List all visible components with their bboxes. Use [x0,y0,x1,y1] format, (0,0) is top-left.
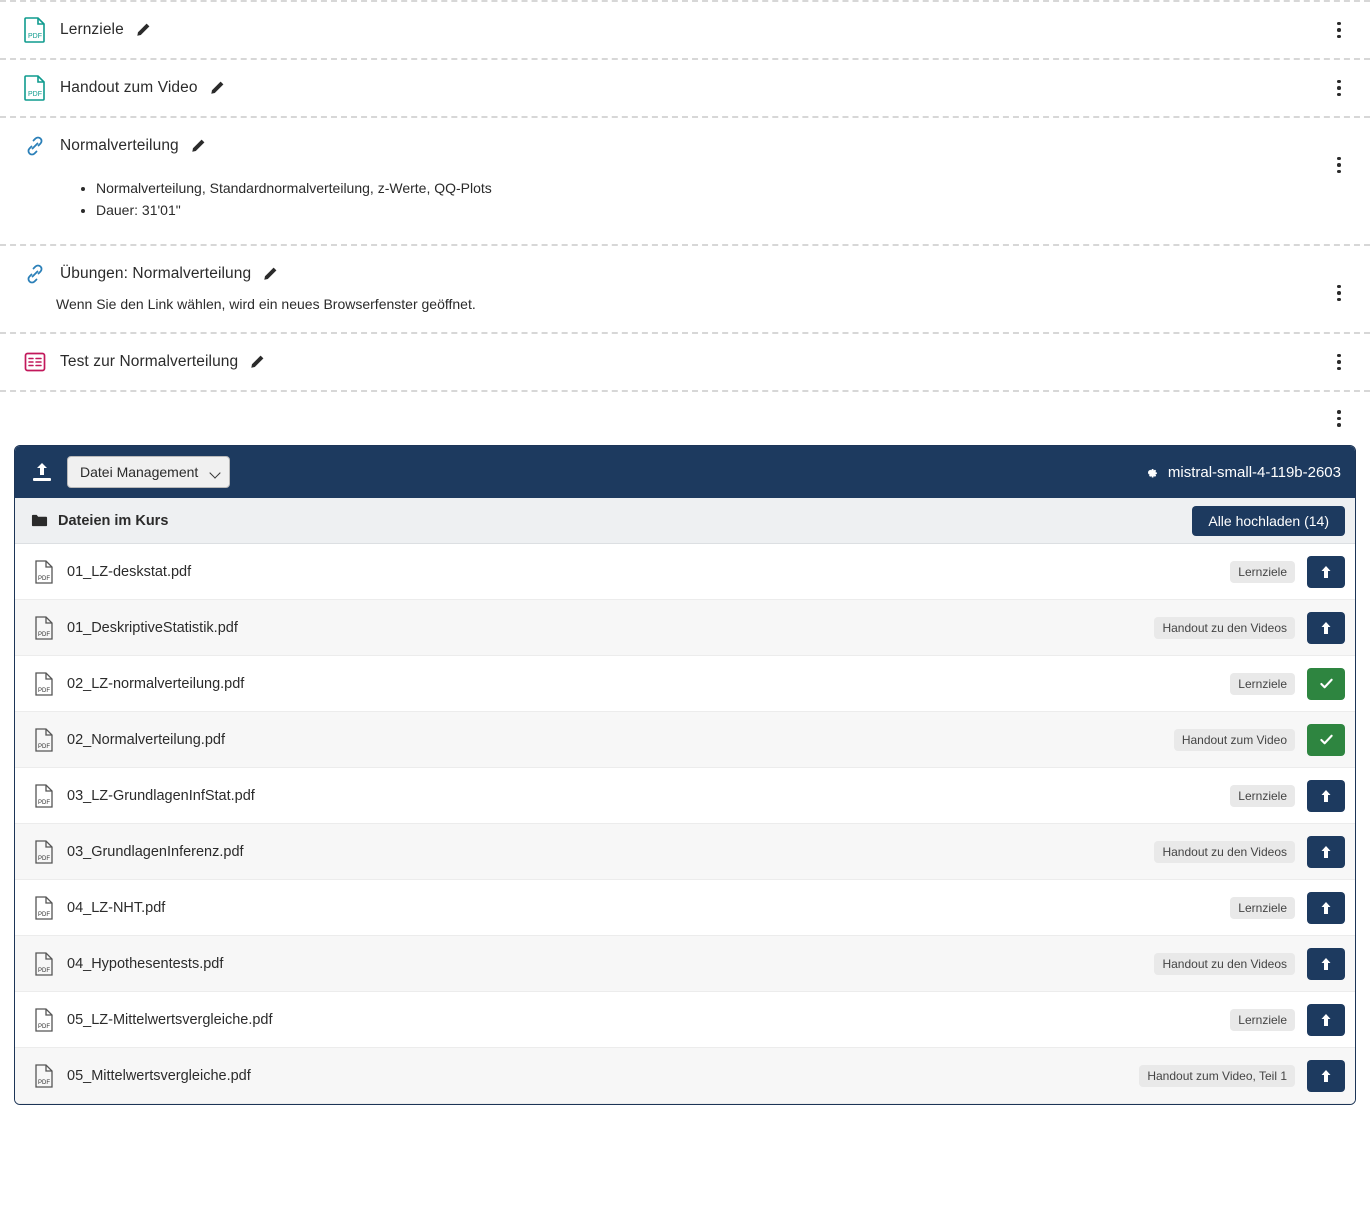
model-badge [1142,464,1341,481]
file-name: 01_LZ-deskstat.pdf [67,563,192,580]
file-tag: Handout zum Video, Teil 1 [1139,1065,1295,1087]
file-tag: Lernziele [1230,561,1295,583]
activity-title: Handout zum Video [60,79,198,96]
file-management-header [15,446,1355,498]
svg-text:PDF: PDF [38,1079,50,1086]
activity-uebungen-normalverteilung [0,244,1370,332]
file-name: 04_Hypothesentests.pdf [67,955,224,972]
file-upload-button[interactable] [1307,1004,1345,1036]
mode-select-wrapper[interactable] [67,456,230,488]
gear-icon [1142,464,1159,481]
pdf-file-icon [31,728,57,752]
file-row[interactable] [15,936,1355,992]
file-list-title: Dateien im Kurs [58,512,169,529]
pdf-icon [20,14,50,46]
file-row[interactable] [15,712,1355,768]
pdf-file-icon [31,616,57,640]
file-uploaded-indicator[interactable] [1307,724,1345,756]
pdf-file-icon [31,1008,57,1032]
section-menu-row [0,390,1370,445]
activity-bullet: • Normalverteilung, Standardnormalverteilung, z-Werte, QQ-Plots [96,178,1356,198]
file-tag: Lernziele [1230,785,1295,807]
activity-test-zur-normalverteilung [0,332,1370,390]
file-name: 01_DeskriptiveStatistik.pdf [67,619,238,636]
activity-header[interactable] [14,60,1356,116]
pdf-file-icon [31,560,57,584]
activity-menu-button[interactable] [1330,154,1348,176]
link-icon [20,130,50,162]
activity-lernziele [0,0,1370,58]
file-uploaded-indicator[interactable] [1307,668,1345,700]
file-row[interactable] [15,880,1355,936]
file-tag: Lernziele [1230,897,1295,919]
pdf-file-icon [31,672,57,696]
file-name: 03_LZ-GrundlagenInfStat.pdf [67,787,255,804]
svg-text:PDF: PDF [38,855,50,862]
pencil-icon[interactable] [189,137,207,155]
folder-icon [31,513,48,528]
file-tag: Lernziele [1230,1009,1295,1031]
file-row[interactable] [15,544,1355,600]
file-upload-button[interactable] [1307,836,1345,868]
upload-all-button[interactable]: Alle hochladen (14) [1192,506,1345,536]
file-row[interactable] [15,600,1355,656]
file-name: 03_GrundlagenInferenz.pdf [67,843,244,860]
activity-menu-button[interactable] [1330,351,1348,373]
file-management-panel [14,445,1356,1105]
file-upload-button[interactable] [1307,556,1345,588]
pdf-file-icon [31,840,57,864]
file-tag: Handout zu den Videos [1154,617,1295,639]
activity-menu-button[interactable] [1330,282,1348,304]
activity-menu-button[interactable] [1330,19,1348,41]
activity-menu-button[interactable] [1330,77,1348,99]
svg-text:PDF: PDF [38,687,50,694]
file-row[interactable] [15,768,1355,824]
activity-note: Wenn Sie den Link wählen, wird ein neues Browserfenster geöffnet. [56,296,476,312]
file-tag: Handout zu den Videos [1154,841,1295,863]
file-tag: Lernziele [1230,673,1295,695]
model-name: mistral-small-4-119b-2603 [1167,463,1341,481]
file-row[interactable] [15,824,1355,880]
file-upload-button[interactable] [1307,780,1345,812]
svg-text:PDF: PDF [38,967,50,974]
file-name: 05_LZ-Mittelwertsvergleiche.pdf [67,1011,273,1028]
svg-text:PDF: PDF [38,631,50,638]
pencil-icon[interactable] [134,21,152,39]
upload-icon[interactable] [29,459,55,485]
activity-header[interactable] [14,334,1356,390]
svg-text:PDF: PDF [38,1023,50,1030]
file-upload-button[interactable] [1307,612,1345,644]
link-icon [20,258,50,290]
pencil-icon[interactable] [261,265,279,283]
activity-handout-zum-video [0,58,1370,116]
file-upload-button[interactable] [1307,892,1345,924]
file-name: 05_Mittelwertsvergleiche.pdf [67,1067,251,1084]
file-list-subbar [15,498,1355,544]
svg-text:PDF: PDF [38,575,50,582]
file-name: 02_LZ-normalverteilung.pdf [67,675,245,692]
pdf-file-icon [31,784,57,808]
pencil-icon[interactable] [248,353,266,371]
pdf-file-icon [31,952,57,976]
file-name: 02_Normalverteilung.pdf [67,731,225,748]
pdf-file-icon [31,896,57,920]
file-row[interactable] [15,656,1355,712]
svg-text:PDF: PDF [38,743,50,750]
svg-text:PDF: PDF [28,91,42,98]
activity-title: Test zur Normalverteilung [60,353,239,370]
pencil-icon[interactable] [208,79,226,97]
svg-text:PDF: PDF [28,33,42,40]
file-upload-button[interactable] [1307,1060,1345,1092]
quiz-icon [20,346,50,378]
activity-bullet: • Dauer: 31'01" [96,200,1356,220]
activity-header[interactable] [14,118,1356,174]
activity-title: Übungen: Normalverteilung [60,265,252,282]
mode-select[interactable] [67,456,230,488]
svg-text:PDF: PDF [38,799,50,806]
pdf-icon [20,72,50,104]
file-name: 04_LZ-NHT.pdf [67,899,166,916]
activity-normalverteilung [0,116,1370,244]
svg-text:PDF: PDF [38,911,50,918]
file-row[interactable] [15,992,1355,1048]
activity-title: Normalverteilung [60,137,179,154]
pdf-file-icon [31,1064,57,1088]
file-row[interactable] [15,1048,1355,1104]
activity-description [14,178,1356,244]
file-upload-button[interactable] [1307,948,1345,980]
activity-title: Lernziele [60,21,124,38]
file-tag: Handout zu den Videos [1154,953,1295,975]
file-tag: Handout zum Video [1174,729,1295,751]
activity-header[interactable] [14,246,1356,302]
activity-header[interactable] [14,2,1356,58]
section-menu-button[interactable] [1330,408,1348,430]
